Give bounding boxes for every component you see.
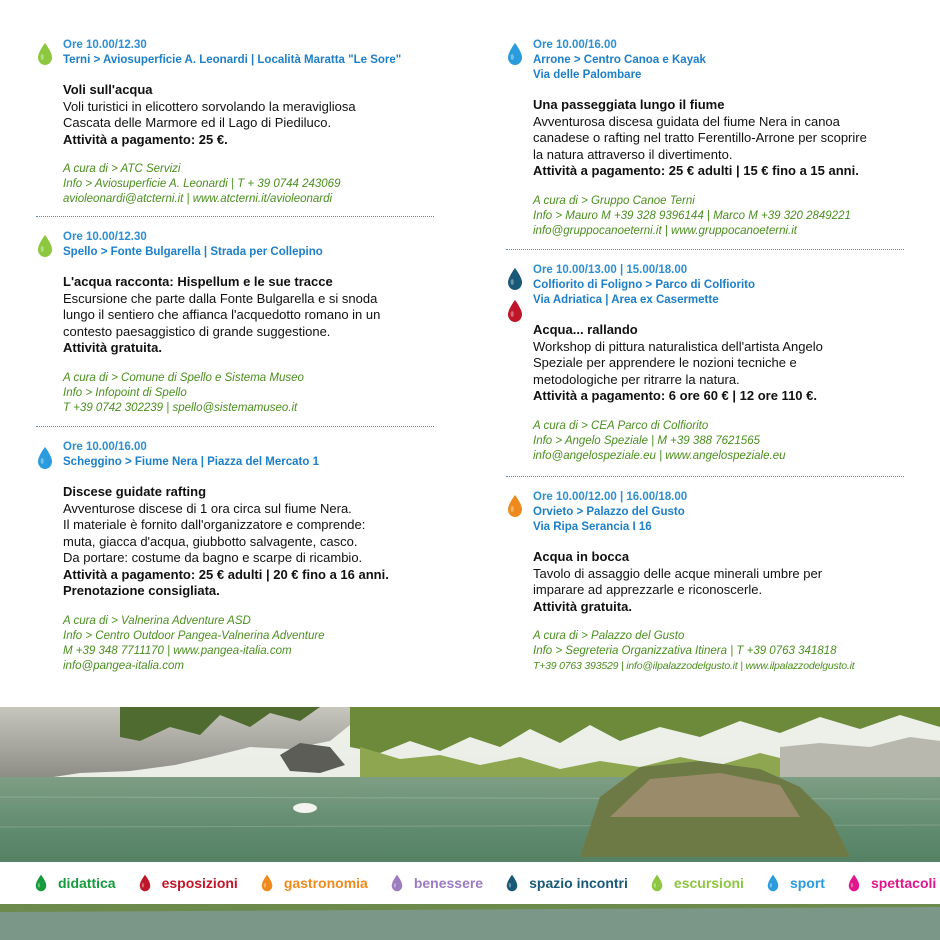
event-organizer: A cura di > Palazzo del Gusto (533, 630, 685, 642)
legend-item-spettacoli (847, 874, 936, 892)
event-desc-line: lungo il sentiero che affianca l'acquedotto romano in un (63, 307, 381, 322)
event-body (533, 322, 926, 405)
event-organizer: A cura di > Gruppo Canoe Terni (533, 194, 695, 207)
event-body (63, 484, 456, 600)
event-header (63, 440, 456, 470)
event-contact: Info > Aviosuperficie A. Leonardi | T + 39 0744 243069 (63, 178, 341, 190)
event-desc-line: la natura attraverso il divertimento. (533, 146, 733, 162)
event-title: Discese guidate rafting (63, 484, 207, 499)
legend-item-spazio-incontri (505, 874, 628, 892)
event-contact: Info > Segreteria Organizzativa Itinera | T +39 0763 341818 (533, 645, 837, 657)
event-price: Attività a pagamento: 6 ore 60 € | 12 ore 110 €. (533, 388, 817, 403)
legend-item-didattica (34, 874, 116, 892)
water-drop-icon (36, 42, 54, 66)
event-info (63, 371, 456, 416)
divider (36, 426, 434, 427)
legend-item-esposizioni (138, 874, 238, 892)
event-contact-link[interactable]: M +39 348 7711170 | www.pangea-italia.com (63, 644, 292, 657)
event-body (533, 97, 926, 180)
water-drop-icon (506, 42, 524, 66)
event-desc-line: Speziale per apprendere le nozioni tecniche e (533, 355, 797, 370)
event-desc-line: Workshop di pittura naturalistica dell'artista Angelo (533, 338, 823, 354)
event-contact-link[interactable]: info@pangea-italia.com (63, 659, 184, 672)
water-drop-icon (847, 874, 861, 892)
event-title: Voli sull'acqua (63, 82, 153, 97)
water-drop-icon (506, 299, 524, 323)
event-price: Attività a pagamento: 25 € adulti | 20 € fino a 16 anni. (63, 566, 389, 582)
event-location: Scheggino > Fiume Nera | Piazza del Mercato 1 (63, 456, 319, 468)
event-passeggiata-fiume (506, 38, 926, 239)
event-header (533, 263, 926, 308)
water-drop-icon (34, 874, 48, 892)
event-body (63, 82, 456, 148)
legend-item-escursioni (650, 874, 744, 892)
event-organizer: A cura di > Comune di Spello e Sistema Museo (63, 371, 304, 384)
event-address: Via Ripa Serancia I 16 (533, 521, 652, 533)
event-contact-link[interactable]: T+39 0763 393529 | info@ilpalazzodelgusto.it | www.ilpalazzodelgusto.it (533, 660, 855, 672)
event-desc-line: imparare ad apprezzarle e riconoscerle. (533, 582, 763, 597)
event-info (63, 614, 456, 674)
event-contact: Info > Centro Outdoor Pangea-Valnerina Adventure (63, 629, 325, 642)
legend-label: benessere (413, 875, 484, 891)
legend-label: sport (789, 875, 825, 891)
event-desc-line: metodologiche per ritrarre la natura. (533, 371, 740, 387)
event-price: Attività gratuita. (533, 598, 632, 614)
event-organizer: A cura di > ATC Servizi (63, 163, 181, 175)
event-title: Acqua... rallando (533, 322, 638, 337)
event-booking-note: Prenotazione consigliata. (63, 583, 220, 598)
legend-item-sport (766, 874, 825, 892)
event-title: Una passeggiata lungo il fiume (533, 97, 725, 112)
divider (506, 249, 904, 250)
event-info (533, 629, 926, 674)
event-header (533, 38, 926, 83)
event-organizer: A cura di > Valnerina Adventure ASD (63, 614, 251, 627)
event-contact-link[interactable]: info@gruppocanoeterni.it | www.gruppocanoeterni.it (533, 224, 797, 237)
water-drop-icon (650, 874, 664, 892)
event-desc-line: Avventurosa discesa guidata del fiume Nera in canoa (533, 113, 840, 129)
legend-label: escursioni (673, 875, 744, 891)
event-contact-link[interactable]: info@angelospeziale.eu | www.angelospeziale.eu (533, 449, 786, 462)
event-time: Ore 10.00/16.00 (63, 441, 147, 453)
event-acqua-rallando (506, 263, 926, 464)
event-desc-line: Escursione che parte dalla Fonte Bulgarella e si snoda (63, 290, 378, 306)
event-time: Ore 10.00/12.30 (63, 39, 147, 51)
event-info (63, 162, 456, 207)
event-time: Ore 10.00/16.00 (533, 39, 617, 51)
event-contact: Info > Infopoint di Spello (63, 386, 187, 399)
event-desc-line: contesto paesaggistico di grande suggestione. (63, 323, 331, 339)
water-drop-icon (138, 874, 152, 892)
category-legend (0, 862, 940, 904)
water-drop-icon (260, 874, 274, 892)
water-drop-icon (36, 234, 54, 258)
event-location: Colfiorito di Foligno > Parco di Colfiorito (533, 279, 755, 291)
event-contact: Info > Angelo Speziale | M +39 388 7621565 (533, 434, 760, 447)
water-drop-icon (506, 267, 524, 291)
event-address: Via delle Palombare (533, 69, 642, 81)
legend-item-gastronomia (260, 874, 368, 892)
divider (506, 476, 904, 477)
event-contact: Info > Mauro M +39 328 9396144 | Marco M +39 320 2849221 (533, 209, 851, 222)
event-desc-line: muta, giacca d'acqua, giubbotto salvagente, casco. (63, 533, 358, 549)
water-drop-icon (36, 446, 54, 470)
event-location: Terni > Aviosuperficie A. Leonardi | Località Maratta "Le Sore" (63, 54, 402, 66)
event-body (63, 274, 456, 357)
event-contact-link[interactable]: T +39 0742 302239 | spello@sistemamuseo.it (63, 401, 298, 414)
event-desc-line: Avventurose discese di 1 ora circa sul fiume Nera. (63, 500, 352, 516)
event-organizer: A cura di > CEA Parco di Colfiorito (533, 419, 709, 432)
event-time: Ore 10.00/13.00 | 15.00/18.00 (533, 264, 688, 276)
event-price: Attività a pagamento: 25 €. (63, 131, 228, 147)
legend-label: spazio incontri (529, 875, 628, 891)
event-title: L'acqua racconta: Hispellum e le sue tracce (63, 274, 333, 289)
event-desc-line: Da portare: costume da bagno e scarpe di ricambio. (63, 550, 363, 565)
event-location: Spello > Fonte Bulgarella | Strada per Collepino (63, 246, 323, 258)
event-header (63, 38, 456, 68)
water-drop-icon (390, 874, 404, 892)
legend-label: didattica (58, 875, 116, 891)
legend-item-benessere (390, 874, 483, 892)
event-time: Ore 10.00/12.00 | 16.00/18.00 (533, 491, 688, 503)
event-discese-rafting (36, 440, 456, 674)
event-price: Attività a pagamento: 25 € adulti | 15 € fino a 15 anni. (533, 163, 859, 178)
event-location: Orvieto > Palazzo del Gusto (533, 506, 685, 518)
legend-label: gastronomia (283, 875, 368, 891)
event-info (533, 194, 926, 239)
event-contact-link[interactable]: avioleonardi@atcterni.it | www.atcterni.it/avioleonardi (63, 193, 333, 205)
divider (36, 216, 434, 217)
event-header (63, 230, 456, 260)
landscape-illustration (0, 707, 940, 940)
event-acqua-racconta (36, 230, 456, 416)
water-drop-icon (506, 494, 524, 518)
legend-label: spettacoli (870, 875, 937, 891)
lake-landscape-photo (0, 707, 940, 940)
event-desc-line: Voli turistici in elicottero sorvolando la meravigliosa (63, 98, 356, 114)
water-drop-icon (766, 874, 780, 892)
event-time: Ore 10.00/12.30 (63, 231, 147, 243)
event-desc-line: Tavolo di assaggio delle acque minerali umbre per (533, 565, 823, 581)
event-address: Via Adriatica | Area ex Casermette (533, 294, 719, 306)
event-acqua-in-bocca (506, 490, 926, 674)
event-body (533, 549, 926, 615)
event-voli-sull-acqua (36, 38, 456, 207)
event-title: Acqua in bocca (533, 549, 630, 564)
event-desc-line: Cascata delle Marmore ed il Lago di Piediluco. (63, 115, 332, 130)
event-info (533, 419, 926, 464)
event-price: Attività gratuita. (63, 340, 162, 355)
event-desc-line: canadese o rafting nel tratto Ferentillo-Arrone per scoprire (533, 130, 867, 145)
event-location: Arrone > Centro Canoa e Kayak (533, 54, 706, 66)
water-drop-icon (505, 874, 519, 892)
legend-label: esposizioni (161, 875, 238, 891)
event-desc-line: Il materiale è fornito dall'organizzatore e comprende: (63, 517, 366, 532)
event-header (533, 490, 926, 535)
